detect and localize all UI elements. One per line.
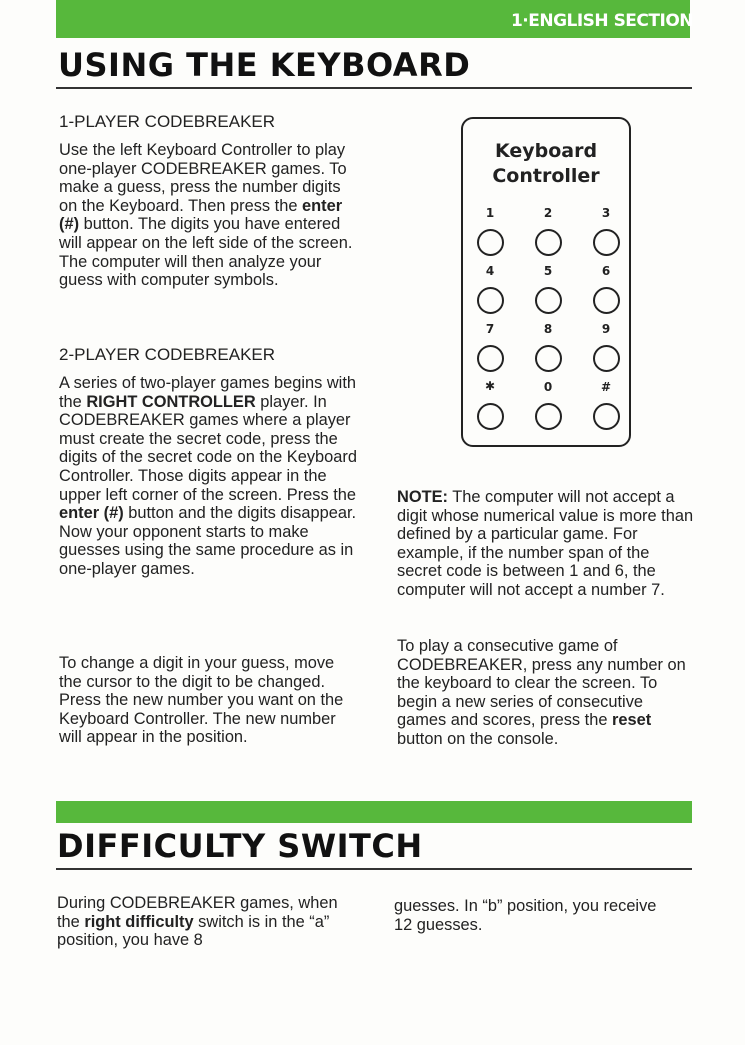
key-button-1 (477, 229, 504, 256)
note-paragraph (397, 488, 695, 600)
key-button-7 (477, 345, 504, 372)
consecutive-paragraph (397, 637, 695, 749)
title-underline (56, 87, 692, 89)
key-label-7: 7 (485, 322, 495, 336)
page-title: USING THE KEYBOARD (58, 46, 471, 84)
two-player-heading: 2-PLAYER CODEBREAKER (59, 345, 276, 364)
key-label-star: ✱ (484, 379, 496, 393)
right-difficulty-label: right difficulty (84, 912, 194, 931)
one-player-text-a: Use the left Keyboard Controller to play one-player CODEBREAKER games. To make a guess, press the number digits on the Keyboard. Then press the (59, 141, 347, 215)
key-label-0: 0 (543, 380, 553, 394)
key-button-3 (593, 229, 620, 256)
key-button-8 (535, 345, 562, 372)
key-label-3: 3 (601, 206, 611, 220)
note-label: NOTE: (397, 488, 448, 506)
keyboard-controller-title (463, 139, 629, 189)
note-text: The computer will not accept a digit whose numerical value is more than defined by a particular game. For example, if the number span of the secret code is between 1 and 6, the computer will not accept a number 7. (397, 488, 694, 599)
key-button-hash (593, 403, 620, 430)
key-button-5 (535, 287, 562, 314)
difficulty-text-a: During CODEBREAKER games, when the (57, 894, 338, 931)
difficulty-underline (56, 868, 692, 870)
key-label-4: 4 (485, 264, 495, 278)
difficulty-text-b: switch is in the “a” position, you have 8 (57, 912, 330, 950)
key-label-8: 8 (543, 322, 553, 336)
key-label-6: 6 (601, 264, 611, 278)
key-label-1: 1 (485, 206, 495, 220)
difficulty-paragraph-right: guesses. In “b” position, you receive 12 guesses. (394, 897, 657, 934)
key-button-9 (593, 345, 620, 372)
one-player-heading: 1-PLAYER CODEBREAKER (59, 112, 276, 131)
enter-key-label: enter (#) (59, 504, 124, 523)
right-controller-label: RIGHT CONTROLLER (86, 392, 256, 411)
section-tag: 1·ENGLISH SECTION (510, 11, 693, 31)
enter-key-label: enter (#) (59, 196, 343, 234)
change-digit-paragraph: To change a digit in your guess, move the cursor to the digit to be changed. Press the new number you want on the Keyboard Controller. The new number will appear in the position. (59, 654, 344, 747)
two-player-text-c: button and the digits disappear. Now your opponent starts to make guesses using the same procedure as in one-player games. (59, 504, 357, 578)
two-player-text-a: A series of two-player games begins with the (59, 374, 356, 411)
consecutive-text-a: To play a consecutive game of CODEBREAKER, press any number on the keyboard to clear the screen. To begin a new series of consecutive games and scores, press the (397, 637, 686, 730)
section-green-band (56, 801, 692, 823)
kbd-title-line2: Controller (492, 165, 600, 187)
two-player-text-b: player. In CODEBREAKER games where a player must create the secret code, press the digits of the secret code on the Keyboard Controller. Those digits appear in the upper left corner of the screen. Press the (59, 392, 357, 504)
one-player-text-b: button. The digits you have entered will appear on the left side of the screen. The computer will then analyze your guess with computer symbols. (59, 215, 353, 290)
key-button-4 (477, 287, 504, 314)
key-label-9: 9 (601, 322, 611, 336)
key-button-star (477, 403, 504, 430)
one-player-paragraph (59, 141, 359, 290)
key-button-2 (535, 229, 562, 256)
key-label-5: 5 (543, 264, 553, 278)
two-player-paragraph (59, 374, 359, 579)
difficulty-paragraph-left (57, 894, 357, 950)
key-button-6 (593, 287, 620, 314)
kbd-title-line1: Keyboard (494, 140, 598, 162)
key-label-2: 2 (543, 206, 553, 220)
consecutive-text-b: button on the console. (397, 729, 559, 748)
key-button-0 (535, 403, 562, 430)
difficulty-title: DIFFICULTY SWITCH (57, 827, 423, 865)
key-label-hash: # (600, 380, 612, 394)
reset-label: reset (612, 711, 652, 730)
keyboard-controller-diagram (461, 117, 631, 447)
